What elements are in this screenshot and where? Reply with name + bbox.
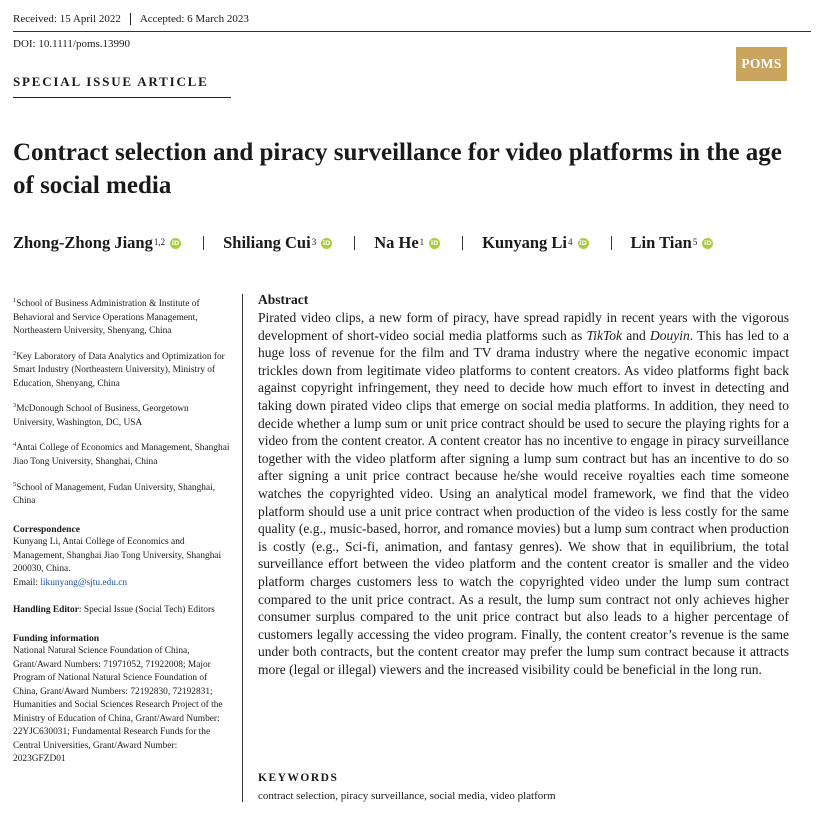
affiliation-text: Key Laboratory of Data Analytics and Optimization for Smart Industry (Northeastern University), Ministry of Education, Shenyang, China [13,351,225,389]
author-name: Lin Tian [630,233,692,252]
abstract-segment: . This has led to a huge loss of revenue for the film and TV drama industry where the negative economic impact trickles down from legitimate video platforms to content creators. As video platforms fight back against copyright infringement, they need to decide how much effort to invest in detecting and taking down pirated video clips that emerge on social media platforms. In addition, they need to decide whether a lump sum or unit price contract should be used to secure the playing rights for a video from the content creator. A content creator has no incentive to engage in piracy surveillance together with the video platform after signing a lump sum contract but has an incentive to do so after signing a unit price contract because he/she would receive royalties each time someone watches the copyrighted video. Using an analytical model framework, we find that the video platform should use a unit price contract when production of the video is less costly for the same quality (e.g., music-based, horror, and romance movies) but a lump sum contract when production is costly (e.g., Sci-fi, animation, and fantasy genres). We show that in equilibrium, the total surveillance effort between the video platform and the content creator is smaller and the video platform charges customers less to watch the copyrighted video under the lump sum contract compared to the unit price contract. As a result, the lump sum contract not only achieves higher consumer surplus compared to the unit price contract but also leads to a higher percentage of customers legally accessing the video program. Finally, the content creator’s revenue is the same under both contracts, but the content creator may prefer the lump sum contract because it attracts more (legal or illegal) viewers and the increased visibility could be beneficial in the long run. [258,327,789,677]
email-link[interactable]: likunyang@sjtu.edu.cn [40,577,128,588]
abstract-italic: Douyin [649,327,690,343]
author[interactable] [374,233,440,253]
affiliation [13,347,231,392]
affiliation [13,438,231,469]
affiliation-number: 1 [13,297,17,304]
affiliation-number: 2 [13,349,17,357]
author[interactable] [223,233,332,253]
article-title: Contract selection and piracy surveillance for video platforms in the age of social media [13,139,782,199]
abstract-segment: Pirated video clips, a new form of piracy, have spread rapidly in recent years with the vigorous development of short-video social media platforms such as [258,310,789,343]
keywords-list: contract selection, piracy surveillance, social media, video platform [258,790,556,802]
affiliation-text: School of Business Administration & Institute of Behavioral and Service Operations Management, Northeastern University, Shenyang, China [13,299,200,337]
divider [611,236,612,250]
author-name: Na He [374,233,419,252]
author[interactable] [631,233,714,253]
divider [354,236,355,250]
author-affiliation-ref: 3 [311,237,317,247]
handling-editor-text: : Special Issue (Social Tech) Editors [78,605,215,616]
author-affiliation-ref: 5 [692,237,698,247]
affiliation-number: 3 [13,402,17,410]
author[interactable] [13,233,181,253]
accepted-date: Accepted: 6 March 2023 [139,13,249,25]
orcid-icon[interactable]: iD [322,238,331,247]
keywords-heading: KEYWORDS [258,772,339,784]
orcid-icon[interactable]: iD [430,238,439,247]
email-label: Email: [13,577,38,588]
abstract-heading: Abstract [258,292,309,307]
affiliation-text: Antai College of Economics and Management, Shanghai Jiao Tong University, Shanghai, China [13,443,230,467]
handling-editor [13,604,231,618]
affiliation [13,399,231,430]
funding-text: National Natural Science Foundation of China, Grant/Award Numbers: 71971052, 71922008; Major Program of National Natural Science Foundation of China, Grant/Award Numbers: 72192830, 72192831; Humanities and Social Sciences Research Project of the Ministry of Education of China, Grant/Award Number: 22YJC630031; Fundamental Research Funds for the Central Universities, Grant/Award Number: 2023GFZD01 [13,646,223,765]
orcid-icon[interactable]: iD [579,238,587,247]
author-name: Kunyang Li [482,233,567,252]
author-affiliation-ref: 1,2 [153,237,166,247]
doi[interactable]: DOI: 10.1111/poms.13990 [13,38,131,50]
affiliation-number: 5 [13,480,17,488]
author-affiliation-ref: 4 [568,237,573,247]
abstract-text [258,309,789,678]
author-name: Shiliang Cui [223,233,311,252]
abstract-italic: TikTok [586,327,623,343]
abstract-segment: and [622,327,650,343]
orcid-icon[interactable]: iD [704,238,712,247]
divider [203,236,204,250]
correspondence-address: Kunyang Li, Antai College of Economics and Management, Shanghai Jiao Tong University, Shanghai 200030, China. [13,537,222,575]
affiliation-number: 4 [13,441,17,449]
section-label: SPECIAL ISSUE ARTICLE [13,74,209,89]
affiliation-text: School of Management, Fudan University, Shanghai, China [13,482,216,507]
affiliation-text: McDonough School of Business, Georgetown University, Washington, DC, USA [13,404,189,428]
section-rule [13,97,231,98]
author-list [13,233,713,253]
affiliation [13,294,231,339]
sidebar [13,294,231,767]
orcid-icon[interactable]: iD [171,238,180,247]
correspondence-heading: Correspondence [13,523,80,535]
author-name: Zhong-Zhong Jiang [13,233,153,252]
funding-heading: Funding information [13,632,100,644]
divider [462,236,463,250]
poms-logo: POMS [736,47,787,81]
received-date: Received: 15 April 2022 [13,13,121,25]
publication-dates [13,13,249,25]
correspondence-text [13,536,231,590]
author-affiliation-ref: 1 [419,237,425,247]
header-rule [13,31,811,32]
author[interactable] [482,233,588,253]
affiliation [13,478,231,509]
divider [130,13,131,25]
handling-editor-label: Handling Editor [13,605,79,616]
column-divider [242,294,243,802]
